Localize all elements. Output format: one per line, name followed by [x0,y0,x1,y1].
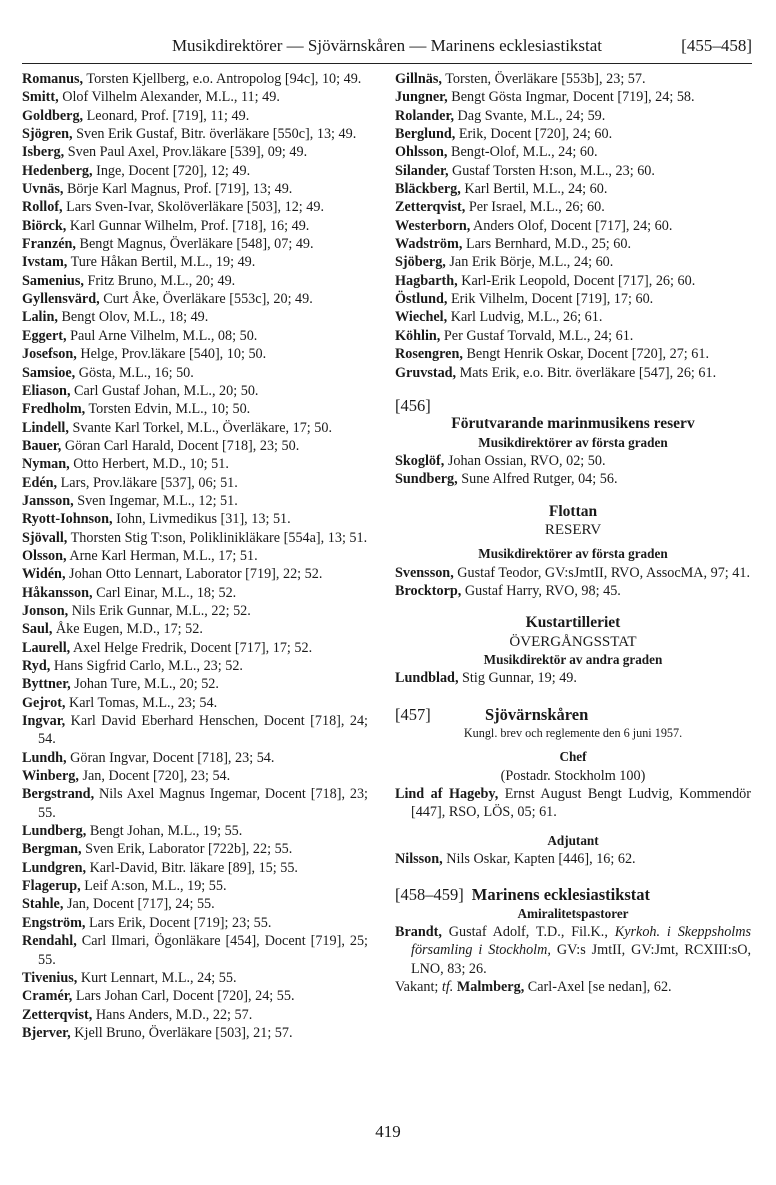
section-458-number: [458–459] [395,885,464,905]
entry-text: Bengt Gösta Ingmar, Docent [719], 24; 58. [447,89,695,106]
chef-postal-address: (Postadr. Stockholm 100) [500,767,646,784]
list-item [22,382,368,400]
section-456-subheading: Musikdirektörer av första graden [478,434,668,450]
list-item [395,143,751,161]
section-456-title: Förutvarande marinmusikens reserv [451,415,695,433]
entry-name: Ivstam, [22,254,68,271]
entry-text: Johan Ossian, RVO, 02; 50. [444,452,606,469]
running-header [22,36,752,60]
entry-name: Winberg, [22,768,79,785]
entry-text: Torsten Edvin, M.L., 10; 50. [85,401,251,418]
entry-name: Josefson, [22,346,77,363]
entry-name: Lalin, [22,309,58,326]
flottan-heading: Flottan [548,502,598,520]
entry-name: Bläckberg, [395,181,461,198]
list-item [22,510,368,528]
entry-name: Brocktorp, [395,582,462,599]
entry-name: Hedenberg, [22,162,93,179]
section-457-title: Sjövärnskåren [485,704,589,724]
entry-text: Nils Axel Magnus Ingemar, Docent [718], 23; 55. [38,786,368,821]
amiralitetspastorer-heading: Amiralitetspastorer [517,905,629,921]
list-item [22,584,368,602]
list-item [395,88,751,106]
list-item [22,125,368,143]
entry-name: Smitt, [22,89,59,106]
list-item [395,162,751,180]
entry-name: Ryd, [22,658,51,674]
list-item [22,657,368,675]
section-456-entries-3 [395,669,751,687]
list-item [22,308,368,326]
entry-name: Rolander, [395,107,454,124]
entry-name: Tivenius, [22,969,78,986]
header-title: Musikdirektörer — Sjövärnskåren — Marinens ecklesiastikstat [171,36,603,55]
list-item [395,327,751,345]
entry-text: Lars Erik, Docent [719]; 23; 55. [85,914,272,931]
entry-name: Sjögren, [22,126,73,143]
list-item [22,198,368,216]
entry-text: Bengt Olov, M.L., 18; 49. [57,309,209,326]
list-item [22,620,368,638]
entry-text: Per Gustaf Torvald, M.L., 24; 61. [440,327,634,344]
list-item [22,785,368,822]
entry-text: Olof Vilhelm Alexander, M.L., 11; 49. [58,89,280,106]
entry-name: Gyllensvärd, [22,291,100,308]
entry-text: Jan, Docent [717], 24; 55. [63,896,215,913]
entry-name: Engström, [22,914,86,931]
list-item [22,767,368,785]
section-457-number: [457] [395,704,431,724]
right-column [395,70,751,996]
entry-text: Göran Carl Harald, Docent [718], 23; 50. [61,437,300,454]
entry-text: Bengt Henrik Oskar, Docent [720], 27; 61. [462,346,710,363]
entry-text: Hans Sigfrid Carlo, M.L., 23; 52. [50,658,243,674]
list-item [395,564,751,582]
entry-text: Lars Johan Carl, Docent [720], 24; 55. [72,988,295,1005]
list-item [22,602,368,620]
list-item [395,290,751,308]
entry-name: Bauer, [22,437,62,454]
list-item [395,364,751,382]
list-item [22,712,368,749]
list-item [22,327,368,345]
entry-text: Carl Einar, M.L., 18; 52. [92,584,237,601]
list-item [22,1006,368,1024]
list-item [22,217,368,235]
list-item [22,969,368,987]
entry-text: Gustaf Teodor, GV:sJmtII, RVO, AssocMA, 97; 41. [453,564,751,581]
list-item [395,345,751,363]
entry-name: Sjöberg, [395,254,446,271]
entry-name: Ryott-Iohnson, [22,511,113,528]
entry-text: Axel Helge Fredrik, Docent [717], 17; 52. [70,639,313,656]
list-item [395,308,751,326]
list-item [395,470,751,488]
reserv-heading: RESERV [544,521,602,538]
entry-name: Rosengren, [395,346,463,363]
list-item [22,437,368,455]
entry-text: Leonard, Prof. [719], 11; 49. [83,107,250,124]
entry-text: Anders Olof, Docent [717], 24; 60. [470,217,673,234]
list-item [395,198,751,216]
entry-name: Olsson, [22,547,67,564]
list-item [395,272,751,290]
entry-name: Köhlin, [395,327,441,344]
entry-name: Zetterqvist, [395,199,466,216]
entry-name: Lindell, [22,419,69,436]
entry-name: Westerborn, [395,217,471,234]
entry-name: Skoglöf, [395,452,445,469]
entry-name: Samsioe, [22,364,76,381]
entry-text: Jan, Docent [720], 23; 54. [78,768,231,785]
entry-text: Karl Gunnar Wilhelm, Prof. [718], 16; 49. [66,217,310,234]
entry-name: Gejrot, [22,694,66,711]
entry-name: Widén, [22,566,66,583]
list-item [22,235,368,253]
list-item [22,822,368,840]
entry-text: Hans Anders, M.D., 22; 57. [92,1006,253,1023]
entry-name: Silander, [395,162,449,179]
entry-text: Kjell Bruno, Överläkare [503], 21; 57. [70,1024,293,1041]
list-item [395,785,751,822]
list-item [22,253,368,271]
entry-text: Lars Sven-Ivar, Skolöverläkare [503], 12; 49. [62,199,325,216]
entry-text: Torsten, Överläkare [553b], 23; 57. [441,71,646,87]
flottan-subheading: Musikdirektörer av första graden [478,546,668,562]
entry-name: Rendahl, [22,933,77,950]
entry-text: Bengt Magnus, Överläkare [548], 07; 49. [75,236,314,253]
header-rule [22,63,752,64]
entry-text: Bengt-Olof, M.L., 24; 60. [447,144,598,161]
entry-text: Jan Erik Börje, M.L., 24; 60. [445,254,614,271]
entry-text: Sven Ingemar, M.L., 12; 51. [73,492,238,509]
entry-text: Inge, Docent [720], 12; 49. [92,162,251,179]
entry-text: Gustaf Harry, RVO, 98; 45. [461,582,621,599]
entry-text: Åke Eugen, M.D., 17; 52. [52,621,203,638]
entry-name: Lundblad, [395,670,459,687]
entry-text: Thorsten Stig T:son, Poliklinikläkare [554a], 13; 51. [67,529,368,546]
section-458-title: Marinens ecklesiastikstat [471,885,651,905]
list-item [395,180,751,198]
list-item [22,932,368,969]
chef-heading: Chef [559,749,587,765]
section-457-heading [395,706,751,724]
list-item [22,364,368,382]
list-item [22,639,368,657]
entry-name: Jonson, [22,602,69,619]
entry-name: Uvnäs, [22,181,64,198]
entry-text: Per Israel, M.L., 26; 60. [465,199,605,216]
entry-text: Sune Alfred Rutger, 04; 56. [457,471,618,488]
entry-name: Östlund, [395,291,448,308]
entry-name: Sundberg, [395,471,458,488]
list-item [22,565,368,583]
entry-text: Kurt Lennart, M.L., 24; 55. [77,969,237,986]
entry-name: Eliason, [22,382,71,399]
entry-name: Gillnäs, [395,71,442,87]
entry-text: Curt Åke, Överläkare [553c], 20; 49. [99,291,313,308]
entry-name: Rollof, [22,199,63,216]
list-item [395,452,751,470]
kustartilleriet-subheading: Musikdirektör av andra graden [483,651,663,667]
list-item [22,400,368,418]
entry-name: Byttner, [22,676,71,693]
entry-name: Fredholm, [22,401,86,418]
entry-text: Johan Otto Lennart, Laborator [719], 22; 52. [65,566,323,583]
list-item [395,669,751,687]
entry-text: Sven Paul Axel, Prov.läkare [539], 09; 49. [64,144,308,161]
list-item [22,290,368,308]
entry-name: Laurell, [22,639,71,656]
list-item [22,455,368,473]
entry-name: Isberg, [22,144,65,161]
entry-name: Edén, [22,474,58,491]
entry-text: Paul Arne Vilhelm, M.L., 08; 50. [66,327,258,344]
entry-text: Torsten Kjellberg, e.o. Antropolog [94c], 10; 49. [83,71,362,87]
list-item [22,345,368,363]
entry-text: Gustaf Adolf, T.D., Fil.K., [441,924,615,941]
entry-text: Karl Tomas, M.L., 23; 54. [65,694,218,711]
list-item [22,272,368,290]
list-item [395,217,751,235]
entry-text: Karl Ludvig, M.L., 26; 61. [447,309,603,326]
list-item [395,978,751,996]
entry-name: Lundberg, [22,823,87,840]
entry-text: Ture Håkan Bertil, M.L., 19; 49. [67,254,256,271]
entry-text: Karl Bertil, M.L., 24; 60. [460,181,608,198]
entry-text: Carl Gustaf Johan, M.L., 20; 50. [70,382,259,399]
list-item [395,923,751,978]
entry-text: Nils Erik Gunnar, M.L., 22; 52. [68,602,251,619]
list-item [22,840,368,858]
entry-name: Wadström, [395,236,463,253]
header-section-range: [455–458] [681,36,752,55]
entry-name: Svensson, [395,564,454,581]
list-item [22,492,368,510]
entry-name: Wiechel, [395,309,448,326]
entry-name: Lundgren, [22,859,87,876]
list-item [395,582,751,600]
entry-text: GV:s JmtII, GV:Jmt, RCXIII:sO, LNO, 83; 26. [411,942,752,977]
entry-text: Lars Bernhard, M.D., 25; 60. [462,236,632,253]
entry-name: Jungner, [395,89,448,106]
entry-name: Stahle, [22,896,64,913]
entry-name: Bjerver, [22,1024,71,1041]
list-item [22,749,368,767]
list-item [22,180,368,198]
entry-text: Carl Ilmari, Ögonläkare [454], Docent [719], 25; 55. [38,933,368,968]
overgangsstat-heading: ÖVERGÅNGSSTAT [509,633,637,650]
tf-label: tf. [441,979,454,996]
entry-text: Stig Gunnar, 19; 49. [458,670,577,687]
entry-name: Eggert, [22,327,67,344]
section-456-entries-1 [395,452,751,489]
entry-text: Bengt Johan, M.L., 19; 55. [86,823,243,840]
entry-name: Jansson, [22,492,74,509]
entry-name: Lind af Hageby, [395,786,499,803]
entry-text: Dag Svante, M.L., 24; 59. [454,107,606,124]
entry-text: Ernst August Bengt Ludvig, Kommendör [447], RSO, LÖS, 05; 61. [411,786,751,821]
entry-name: Brandt, [395,924,442,941]
entry-name: Ohlsson, [395,144,448,161]
list-item [22,914,368,932]
page-number: 419 [375,1122,401,1141]
list-item [22,675,368,693]
entry-name: Cramér, [22,988,73,1005]
list-item [22,143,368,161]
kustartilleriet-heading: Kustartilleriet [525,614,621,632]
list-item [395,235,751,253]
entry-text: Sven Erik, Laborator [722b], 22; 55. [81,841,293,858]
section-458-heading [395,886,751,904]
entry-text: Arne Karl Herman, M.L., 17; 51. [66,547,258,564]
entry-name: Lundh, [22,749,67,766]
entry-text: Gustaf Torsten H:son, M.L., 23; 60. [448,162,655,179]
entry-name: Sjövall, [22,529,68,546]
list-item [22,694,368,712]
entry-text: Mats Erik, e.o. Bitr. överläkare [547], 26; 61. [456,364,717,381]
list-item [22,547,368,565]
entry-name: Saul, [22,621,53,638]
entry-name: Malmberg, [453,979,525,996]
section-456-heading [395,397,751,415]
list-item [22,88,368,106]
entry-text: Iohn, Livmedikus [31], 13; 51. [112,511,291,528]
vakant-label: Vakant; [395,979,442,996]
entry-text: Börje Karl Magnus, Prof. [719], 13; 49. [63,181,293,198]
entry-text: Karl-Erik Leopold, Docent [717], 26; 60. [457,272,696,289]
list-item [395,107,751,125]
list-item [22,70,368,88]
list-item [22,529,368,547]
entry-name: Zetterqvist, [22,1006,93,1023]
list-item [395,253,751,271]
list-item [395,125,751,143]
entry-text: Otto Herbert, M.D., 10; 51. [69,456,229,473]
entry-text: Fritz Bruno, M.L., 20; 49. [83,272,236,289]
list-item [22,987,368,1005]
entry-name: Franzén, [22,236,76,253]
entry-text: Erik, Docent [720], 24; 60. [455,126,613,143]
entry-text: Lars, Prov.läkare [537], 06; 51. [57,474,238,491]
entry-text: Gösta, M.L., 16; 50. [75,364,194,381]
left-column [22,70,368,1042]
entry-name: Håkansson, [22,584,93,601]
entry-text: Erik Vilhelm, Docent [719], 17; 60. [447,291,654,308]
list-item [22,859,368,877]
entry-text: Carl-Axel [se nedan], 62. [524,979,672,996]
list-item [22,107,368,125]
entry-name: Bergman, [22,841,82,858]
entry-name: Gruvstad, [395,364,457,381]
entry-name: Flagerup, [22,878,81,895]
list-item [395,850,751,868]
list-item [22,162,368,180]
right-entry-list [395,70,751,382]
entry-text: Nils Oskar, Kapten [446], 16; 62. [442,851,636,868]
entry-name: Goldberg, [22,107,84,124]
entry-name: Nilsson, [395,851,443,868]
entry-name: Hagbarth, [395,272,458,289]
entry-text: Svante Karl Torkel, M.L., Överläkare, 17; 50. [68,419,333,436]
adjutant-heading: Adjutant [547,832,599,848]
entry-text: Johan Ture, M.L., 20; 52. [70,676,219,693]
list-item [22,419,368,437]
entry-text: Helge, Prov.läkare [540], 10; 50. [76,346,267,363]
entry-name: Ingvar, [22,713,66,730]
list-item [22,877,368,895]
list-item [22,895,368,913]
list-item [22,1024,368,1042]
entry-name: Nyman, [22,456,70,473]
entry-text: Karl-David, Bitr. läkare [89], 15; 55. [86,859,298,876]
entry-name: Samenius, [22,272,84,289]
entry-name: Biörck, [22,217,67,234]
section-456-number: [456] [395,395,431,415]
entry-text: Leif A:son, M.L., 19; 55. [80,878,227,895]
entry-text: Karl David Eberhard Henschen, Docent [718], 24; 54. [38,713,368,748]
list-item [395,70,751,88]
entry-italic-text: Kyrkoh. i Skeppsholms församling i Stockholm, [411,924,751,959]
list-item [22,474,368,492]
entry-name: Bergstrand, [22,786,95,803]
entry-name: Berglund, [395,126,456,143]
entry-text: Göran Ingvar, Docent [718], 23; 54. [66,749,275,766]
section-456-entries-2 [395,564,751,601]
section-457-note: Kungl. brev och reglemente den 6 juni 1957. [463,726,683,740]
entry-text: Sven Erik Gustaf, Bitr. överläkare [550c], 13; 49. [72,126,357,143]
entry-name: Romanus, [22,71,84,87]
